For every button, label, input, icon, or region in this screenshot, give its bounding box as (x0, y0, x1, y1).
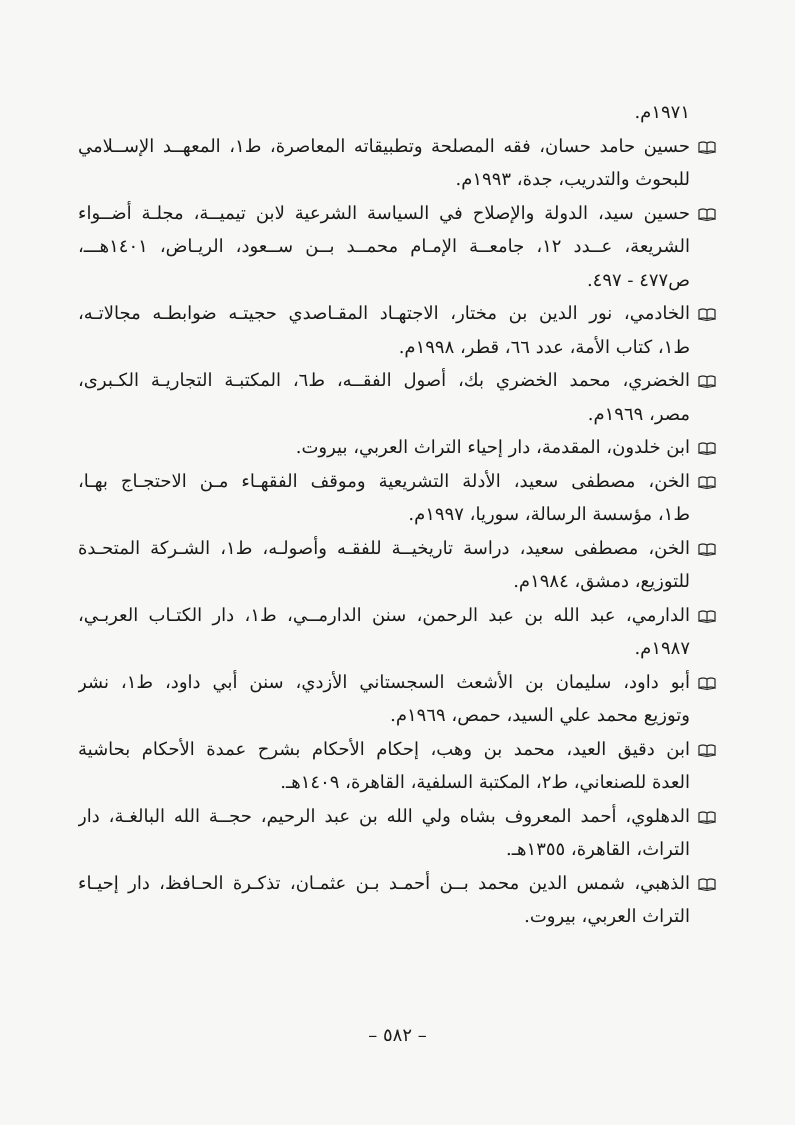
open-book-icon (698, 306, 716, 320)
open-book-icon (698, 139, 716, 153)
bibliography-page (78, 96, 690, 934)
entry-line: حسين سيد، الدولة والإصلاح في السياسة الشرعية لابن تيميــة، مجلـة أضــواء (78, 202, 690, 224)
entry-line: ط١، مؤسسة الرسالة، سوريا، ١٩٩٧م. (408, 504, 690, 525)
entry-line: مصر، ١٩٦٩م. (587, 403, 690, 425)
open-book-icon (698, 206, 716, 220)
bibliography-entry (78, 733, 690, 800)
entry-line: حسين حامد حسان، فقه المصلحة وتطبيقاته المعاصرة، ط١، المعهــد الإســلامي (78, 135, 690, 157)
bibliography-entry (78, 867, 690, 934)
bibliography-entry (78, 666, 690, 733)
open-book-icon (698, 675, 716, 689)
open-book-icon (698, 541, 716, 555)
entry-line: الدارمي، عبد الله بن عبد الرحمن، سنن الدارمــي، ط١، دار الكتـاب العربـي، (78, 604, 690, 626)
entry-line: الخضري، محمد الخضري بك، أصول الفقــه، ط٦، المكتبـة التجاريـة الكـبرى، (78, 370, 690, 391)
entry-line: وتوزيع محمد علي السيد، حمص، ١٩٦٩م. (390, 705, 690, 726)
bibliography-entry (78, 297, 690, 364)
continuation-line: ١٩٧١م. (634, 102, 690, 123)
open-book-icon (698, 373, 716, 387)
entry-line: الدهلوي، أحمد المعروف بشاه ولي الله بن عبد الرحيم، حجــة الله البالغـة، دار (78, 805, 690, 827)
entry-line: العدة للصنعاني، ط٢، المكتبة السلفية، القاهرة، ١٤٠٩هـ. (280, 772, 690, 793)
bibliography-entry (78, 431, 690, 465)
bibliography-entry (78, 800, 690, 867)
bibliography-entry (78, 130, 690, 197)
open-book-icon (698, 742, 716, 756)
bibliography-entry (78, 599, 690, 666)
entry-line: التراث العربي، بيروت. (524, 906, 690, 927)
entry-line: الذهبي، شمس الدين محمد بــن أحمـد بـن عثمـان، تذكـرة الحـافظ، دار إحيـاء (78, 872, 690, 894)
entry-line: الخن، مصطفى سعيد، دراسة تاريخيــة للفقـه وأصولـه، ط١، الشـركة المتحـدة (78, 537, 690, 559)
open-book-icon (698, 474, 716, 488)
open-book-icon (698, 809, 716, 823)
entry-line: ابن دقيق العيد، محمد بن وهب، إحكام الأحكام بشرح عمدة الأحكام بحاشية (78, 738, 690, 760)
entry-line: الخادمي، نور الدين بن مختار، الاجتهـاد المقـاصدي حجيتـه ضوابطـه مجالاتـه، (78, 303, 690, 324)
entry-line: للتوزيع، دمشق، ١٩٨٤م. (513, 571, 690, 592)
entry-line: ابن خلدون، المقدمة، دار إحياء التراث العربي، بيروت. (295, 437, 690, 458)
bibliography-entry (78, 465, 690, 532)
entry-line: للبحوث والتدريب، جدة، ١٩٩٣م. (455, 169, 690, 190)
open-book-icon (698, 876, 716, 890)
bibliography-entry (78, 532, 690, 599)
entry-line: الشريعة، عــدد ١٢، جامعــة الإمـام محمــد بــن ســعود، الريـاض، ١٤٠١هـــ، (78, 236, 690, 257)
entry-line: أبو داود، سليمان بن الأشعث السجستاني الأزدي، سنن أبي داود، ط١، نشر (78, 671, 690, 693)
page-number: – ٥٨٢ – (368, 1025, 427, 1046)
entry-line: ١٩٨٧م. (634, 638, 690, 659)
entry-line: ص٤٧٧ - ٤٩٧. (586, 269, 690, 291)
bibliography-entry (78, 364, 690, 431)
entry-line: الخن، مصطفى سعيد، الأدلة التشريعية وموقف الفقهـاء مـن الاحتجـاج بهـا، (78, 470, 690, 492)
open-book-icon (698, 440, 716, 454)
entry-line: ط١، كتاب الأمة، عدد ٦٦، قطر، ١٩٩٨م. (398, 336, 690, 358)
bibliography-list (78, 130, 690, 934)
bibliography-entry (78, 197, 690, 298)
entry-line: التراث، القاهرة، ١٣٥٥هـ. (506, 839, 690, 860)
open-book-icon (698, 608, 716, 622)
